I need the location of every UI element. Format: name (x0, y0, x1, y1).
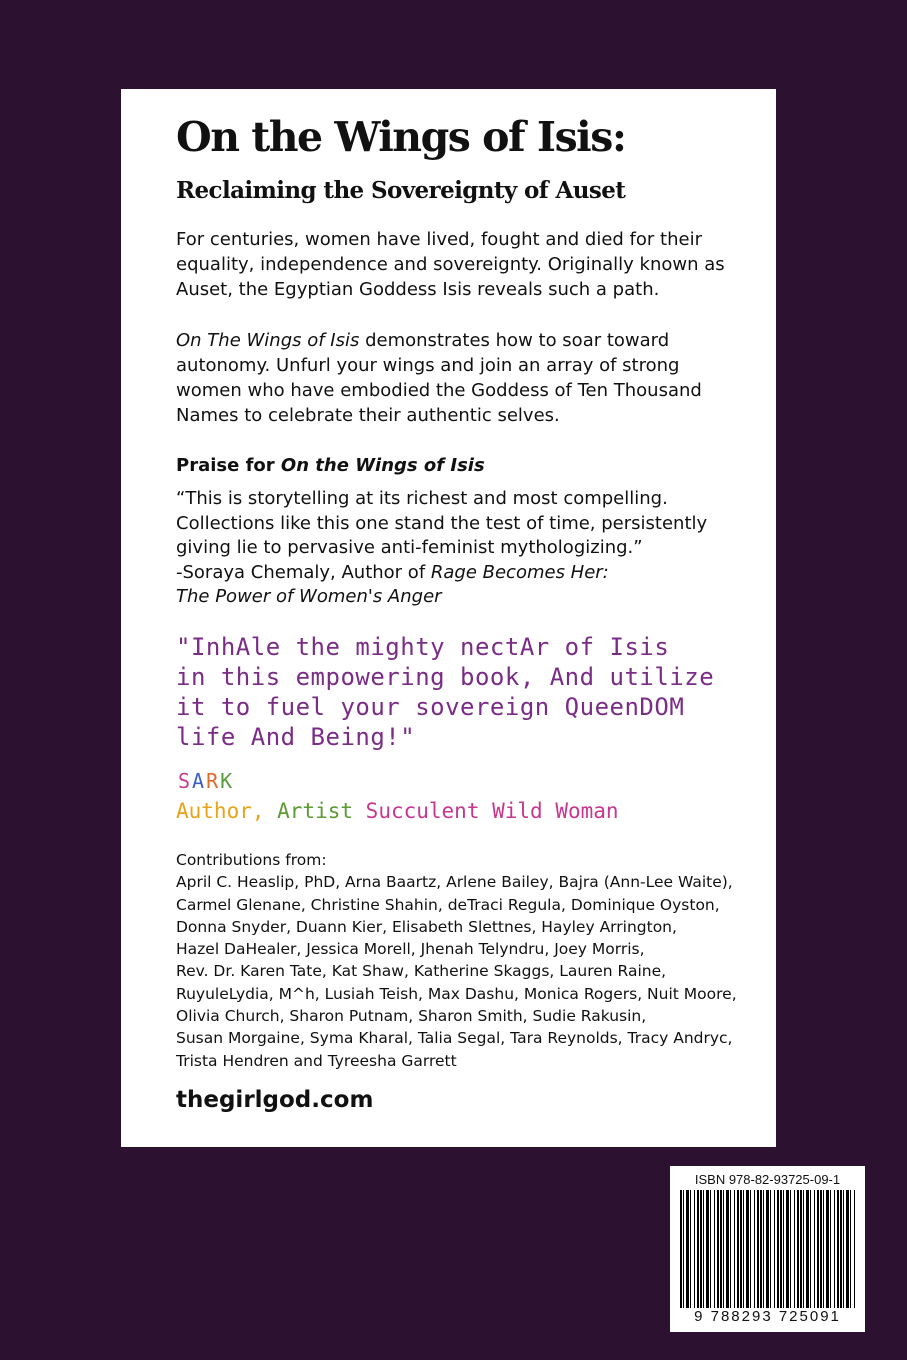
isbn-barcode (670, 1166, 865, 1332)
praise-quote-chemaly (176, 487, 736, 610)
pitch-line (176, 328, 736, 353)
website-url: thegirlgod.com (176, 1087, 374, 1113)
pitch-line: women who have embodied the Goddess of Ten Thousand (176, 380, 702, 401)
barcode-bars (680, 1190, 856, 1308)
isbn-label: ISBN 978-82-93725-09-1 (694, 1172, 841, 1187)
contributors-line: Olivia Church, Sharon Putnam, Sharon Smith, Sudie Rakusin, (176, 1007, 647, 1026)
quote-line: “This is storytelling at its richest and most compelling. (176, 488, 668, 509)
contributors-line: Hazel DaHealer, Jessica Morell, Jhenah Telyndru, Joey Morris, (176, 940, 645, 959)
intro-line: Auset, the Egyptian Goddess Isis reveals such a path. (176, 279, 660, 300)
attribution-book: Rage Becomes Her: (430, 561, 609, 583)
quote-attribution-book (176, 585, 736, 610)
pitch-line: autonomy. Unfurl your wings and join an array of strong (176, 355, 680, 376)
attribution-book-line2: The Power of Women's Anger (176, 586, 442, 607)
contributors-line: Donna Snyder, Duann Kier, Elisabeth Slettnes, Hayley Arrington, (176, 917, 677, 936)
handwritten-line: "InhAle the mighty nectAr of Isis (176, 633, 670, 661)
praise-quote-sark (176, 632, 714, 752)
back-cover-panel (121, 89, 776, 1147)
sark-letter: R (206, 769, 221, 793)
attribution-text: -Soraya Chemaly, Author of (176, 561, 431, 583)
contributors-line: RuyuleLydia, M^h, Lusiah Teish, Max Dashu, Monica Rogers, Nuit Moore, (176, 984, 737, 1003)
intro-paragraph (176, 227, 736, 302)
contributors-line: Trista Hendren and Tyreesha Garrett (176, 1051, 457, 1070)
pitch-line: Names to celebrate their authentic selves. (176, 405, 560, 426)
contributors-heading: Contributions from: (176, 851, 327, 869)
contributors-line: Carmel Glenane, Christine Shahin, deTraci Regula, Dominique Oyston, (176, 895, 720, 914)
quote-line: Collections like this one stand the test of time, persistently (176, 512, 708, 534)
praise-heading-prefix: Praise for (176, 455, 281, 476)
sark-role-part: Artist (277, 799, 366, 823)
handwritten-line: it to fuel your sovereign QueenDOM (176, 693, 685, 721)
barcode-digits: 9 788293 725091 (670, 1308, 865, 1325)
contributors-list (176, 849, 737, 1072)
intro-line: For centuries, women have lived, fought and died for their (176, 229, 702, 250)
pitch-line-rest: demonstrates how to soar toward (359, 330, 670, 351)
sark-role-part: Succulent Wild Woman (365, 799, 619, 823)
book-subtitle: Reclaiming the Sovereignty of Auset (176, 177, 626, 204)
contributors-line: April C. Heaslip, PhD, Arna Baartz, Arlene Bailey, Bajra (Ann-Lee Waite), (176, 873, 733, 892)
quote-line: giving lie to pervasive anti-feminist mythologizing.” (176, 537, 643, 558)
intro-line: equality, independence and sovereignty. Originally known as (176, 254, 725, 275)
praise-heading (176, 455, 485, 476)
sark-letter: S (178, 769, 193, 793)
quote-attribution (176, 561, 736, 586)
pitch-paragraph (176, 328, 736, 428)
contributors-line: Rev. Dr. Karen Tate, Kat Shaw, Katherine Skaggs, Lauren Raine, (176, 962, 667, 981)
sark-letter: K (220, 769, 235, 793)
praise-heading-book: On the Wings of Isis (280, 455, 485, 476)
handwritten-line: life And Being!" (176, 723, 416, 751)
sark-letter: A (192, 769, 207, 793)
book-title: On the Wings of Isis: (176, 113, 626, 161)
sark-role (176, 799, 619, 823)
pitch-book-title: On The Wings of Isis (176, 330, 360, 351)
handwritten-line: in this empowering book, And utilize (176, 663, 715, 691)
sark-role-part: Author, (176, 799, 278, 823)
contributors-line: Susan Morgaine, Syma Kharal, Talia Segal, Tara Reynolds, Tracy Andryc, (176, 1029, 733, 1048)
sark-signature (178, 769, 234, 793)
